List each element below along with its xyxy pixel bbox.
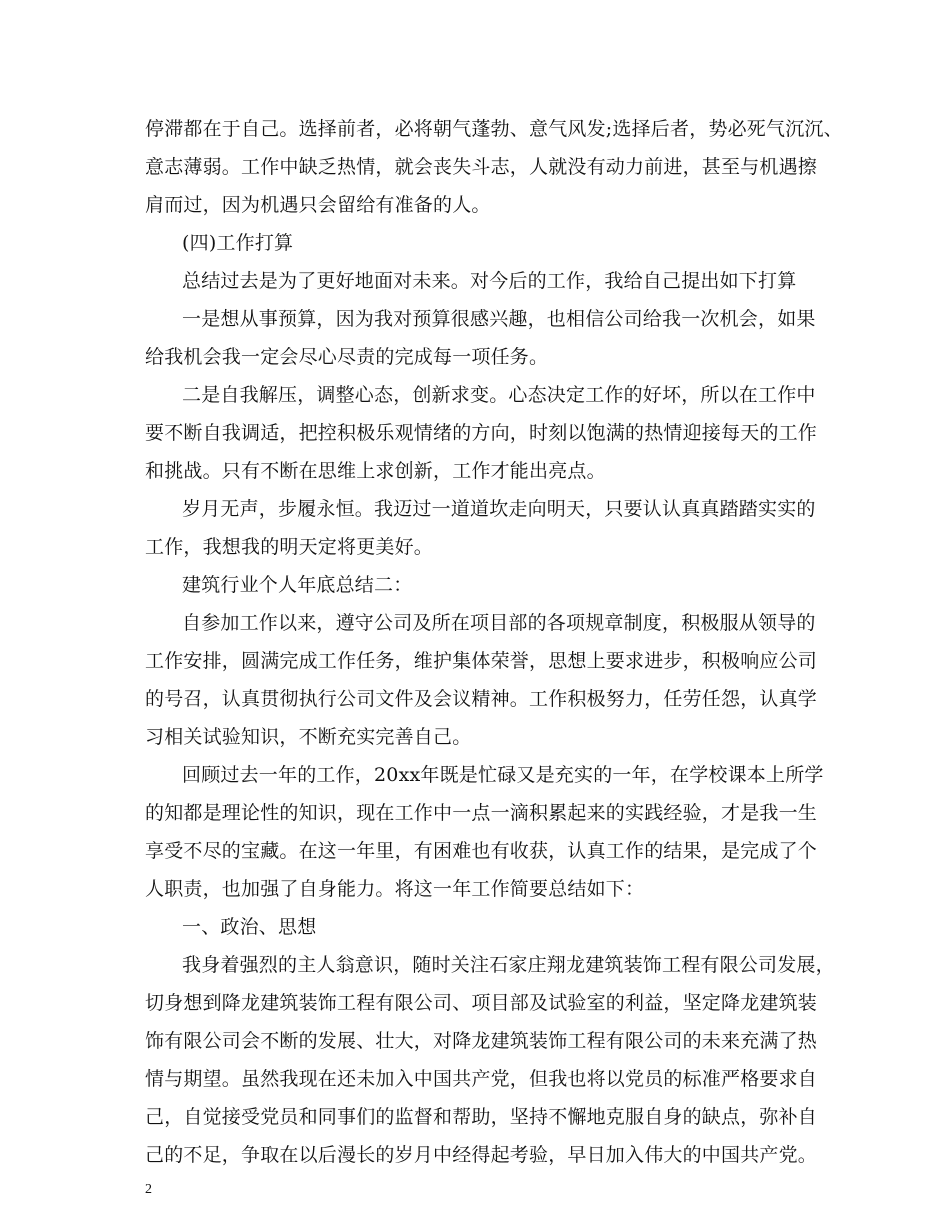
paragraph-start-line: 岁月无声，步履永恒。我迈过一道道坎走向明天，只要认认真真踏踏实实的 (182, 498, 816, 520)
paragraph-start-line: 自参加工作以来，遵守公司及所在项目部的各项规章制度，积极服从领导的 (182, 612, 816, 634)
body-text-line: 切身想到降龙建筑装饰工程有限公司、项目部及试验室的利益，坚定降龙建筑装 (145, 992, 818, 1014)
body-text-line: 肩而过，因为机遇只会留给有准备的人。 (145, 194, 491, 216)
body-text-line: 饰有限公司会不断的发展、壮大，对降龙建筑装饰工程有限公司的未来充满了热 (145, 1030, 818, 1052)
paragraph-start-line: 回顾过去一年的工作，20xx年既是忙碌又是充实的一年，在学校课本上所学 (182, 764, 824, 786)
body-text-line: 己的不足，争取在以后漫长的岁月中经得起考验，早日加入伟大的中国共产党。 (145, 1144, 818, 1166)
body-text-line: 情与期望。虽然我现在还未加入中国共产党，但我也将以党员的标准严格要求自 (145, 1068, 818, 1090)
body-text-line: 习相关试验知识，不断充实完善自己。 (145, 726, 472, 748)
section-heading: 一、政治、思想 (182, 916, 317, 938)
body-text-line: 的号召，认真贯彻执行公司文件及会议精神。工作积极努力，任劳任怨，认真学 (145, 688, 818, 710)
paragraph-start-line: 我身着强烈的主人翁意识，随时关注石家庄翔龙建筑装饰工程有限公司发展， (182, 954, 835, 976)
body-text-line: 给我机会我一定会尽心尽责的完成每一项任务。 (145, 346, 549, 368)
section-heading: 建筑行业个人年底总结二： (182, 574, 413, 596)
paragraph-start-line: 二是自我解压，调整心态，创新求变。心态决定工作的好坏，所以在工作中 (182, 384, 816, 406)
page-number: 2 (145, 1182, 152, 1197)
body-text-line: 的知都是理论性的知识，现在工作中一点一滴积累起来的实践经验，才是我一生 (145, 802, 818, 824)
paragraph-start-line: 一是想从事预算，因为我对预算很感兴趣，也相信公司给我一次机会，如果 (182, 308, 816, 330)
body-text-line: 意志薄弱。工作中缺乏热情，就会丧失斗志，人就没有动力前进，甚至与机遇擦 (145, 156, 818, 178)
body-text-line: 工作安排，圆满完成工作任务，维护集体荣誉，思想上要求进步，积极响应公司 (145, 650, 818, 672)
body-text-line: 要不断自我调适，把控积极乐观情绪的方向，时刻以饱满的热情迎接每天的工作 (145, 422, 818, 444)
body-text-line: 停滞都在于自己。选择前者，必将朝气蓬勃、意气风发;选择后者，势必死气沉沉、 (145, 118, 843, 140)
body-text-line: 工作，我想我的明天定将更美好。 (145, 536, 434, 558)
section-heading: (四)工作打算 (182, 232, 294, 254)
body-text-line: 享受不尽的宝藏。在这一年里，有困难也有收获，认真工作的结果，是完成了个 (145, 840, 818, 862)
body-text-line: 人职责，也加强了自身能力。将这一年工作简要总结如下： (145, 878, 645, 900)
body-text-line: 和挑战。只有不断在思维上求创新，工作才能出亮点。 (145, 460, 606, 482)
paragraph-start-line: 总结过去是为了更好地面对未来。对今后的工作，我给自己提出如下打算 (182, 270, 797, 292)
body-text-line: 己，自觉接受党员和同事们的监督和帮助，坚持不懈地克服自身的缺点，弥补自 (145, 1106, 818, 1128)
